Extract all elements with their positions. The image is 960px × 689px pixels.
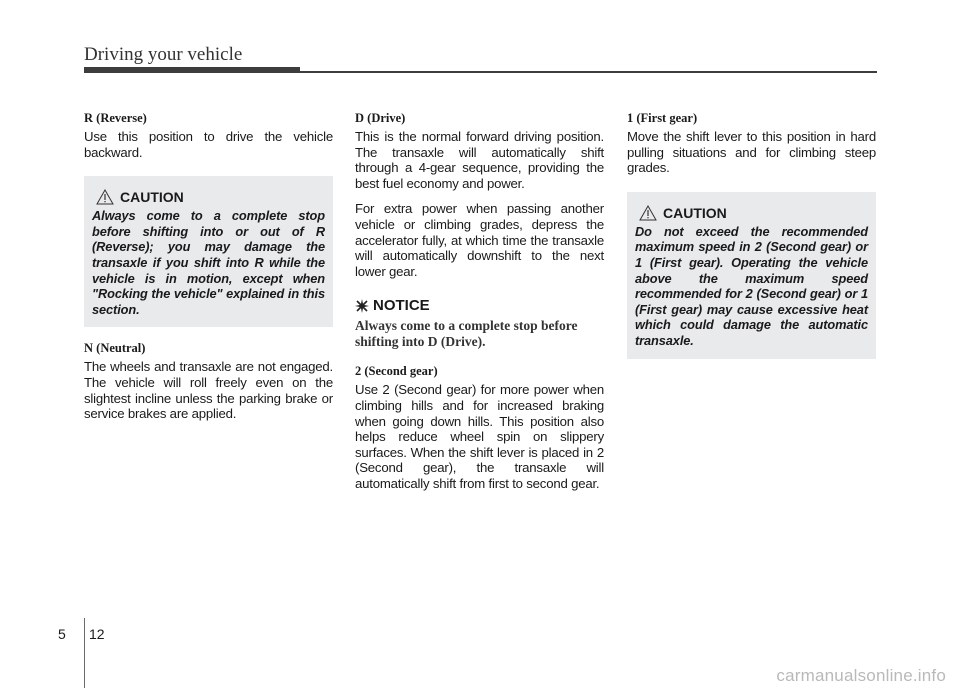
first-gear-heading: 1 (First gear) xyxy=(627,111,698,125)
neutral-body: The wheels and transaxle are not engaged. The vehicle will roll freely even on the slightest incline unless the parking brake or service brakes are applied. xyxy=(84,359,333,422)
column-2 xyxy=(355,111,604,492)
column-1 xyxy=(84,111,333,422)
caution-label: CAUTION xyxy=(120,189,184,206)
chapter-number: 5 xyxy=(58,626,66,642)
caution-box-reverse xyxy=(84,176,333,327)
caution-text-reverse: Always come to a complete stop before shifting into or out of R (Reverse); you may damage the transaxle if you shift into R while the vehicle is in motion, except when "Rocking the vehicle" explained in this section. xyxy=(92,208,325,317)
neutral-heading: N (Neutral) xyxy=(84,341,146,356)
caution-title xyxy=(639,205,868,221)
header-rule xyxy=(300,71,877,73)
notice-title xyxy=(355,297,604,314)
page-header-title: Driving your vehicle xyxy=(84,44,243,65)
watermark: carmanualsonline.info xyxy=(776,666,946,685)
first-gear-body: Move the shift lever to this position in hard pulling situations and for climbing steep grades. xyxy=(627,129,876,176)
warning-triangle-icon xyxy=(96,189,114,205)
notice-star-icon xyxy=(355,299,369,313)
column-3 xyxy=(627,111,876,359)
warning-triangle-icon xyxy=(639,205,657,221)
page-number: 12 xyxy=(89,626,105,642)
reverse-body: Use this position to drive the vehicle backward. xyxy=(84,129,333,160)
notice-label: NOTICE xyxy=(373,297,430,315)
caution-title xyxy=(96,189,325,205)
caution-label: CAUTION xyxy=(663,204,727,221)
drive-body-2: For extra power when passing another vehicle or climbing grades, depress the accelerator fully, at which time the transaxle will automatically downshift to the next lower gear. xyxy=(355,201,604,279)
second-gear-heading: 2 (Second gear) xyxy=(355,364,438,379)
caution-box-speed xyxy=(627,192,876,359)
footer-rule xyxy=(84,618,85,688)
drive-heading: D (Drive) xyxy=(355,111,406,125)
second-gear-body: Use 2 (Second gear) for more power when climbing hills and for increased braking when going down hills. This position also helps reduce wheel spin on slippery surfaces. When the shift lever is placed in 2 (Second gear), the transaxle will automatically shift from first to second gear. xyxy=(355,382,604,491)
reverse-heading: R (Reverse) xyxy=(84,111,147,125)
notice-text: Always come to a complete stop before shifting into D (Drive). xyxy=(355,318,578,350)
header-bar xyxy=(84,67,300,73)
caution-text-speed: Do not exceed the recommended maximum speed in 2 (Second gear) or 1 (First gear). Operating the vehicle above the maximum speed recommended for 2 (Second gear) or 1 (First gear) may cause excessive heat which could damage the automatic transaxle. xyxy=(635,223,868,348)
drive-body-1: This is the normal forward driving position. The transaxle will automatically shift through a 4-gear sequence, providing the best fuel economy and power. xyxy=(355,129,604,191)
